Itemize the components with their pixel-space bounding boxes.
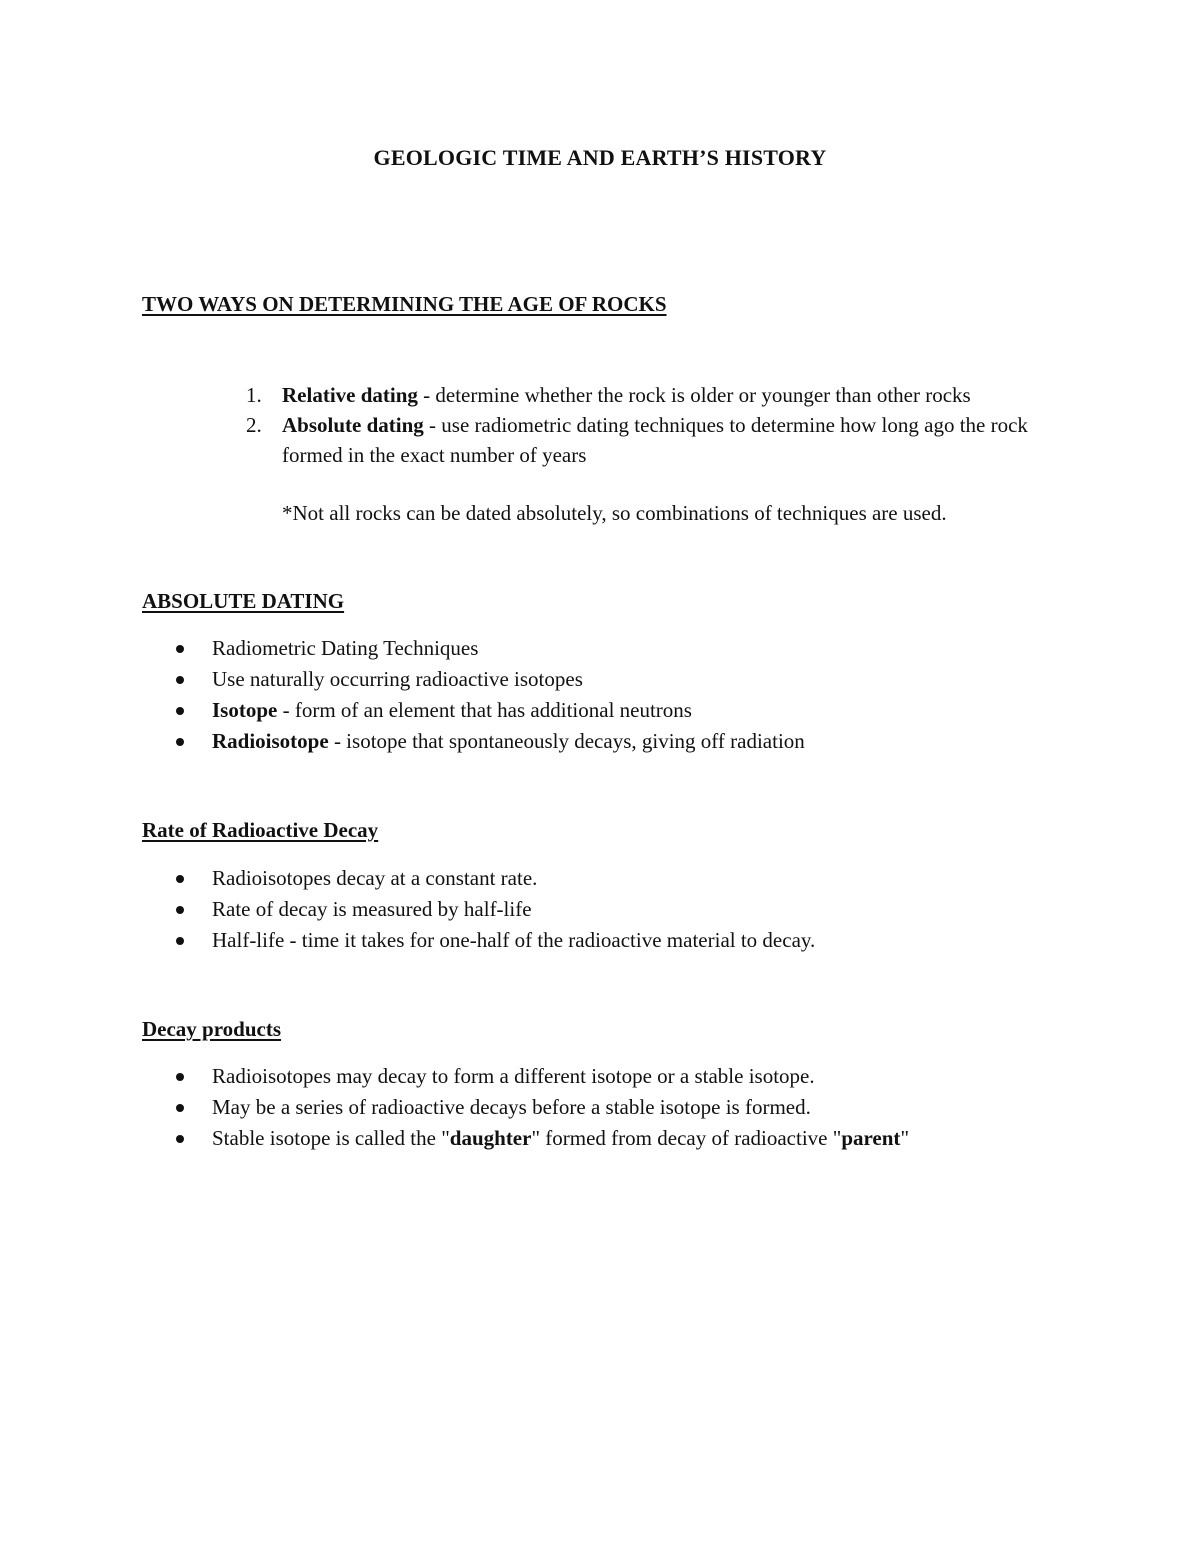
section-heading-age-of-rocks: TWO WAYS ON DETERMINING THE AGE OF ROCKS — [142, 292, 667, 316]
list-item — [0, 925, 1200, 956]
document-title: GEOLOGIC TIME AND EARTH’S HISTORY — [373, 145, 827, 170]
bullet-icon — [176, 645, 184, 653]
dating-methods-list — [0, 380, 1200, 470]
term-absolute-dating: Absolute dating — [282, 413, 424, 437]
list-item — [0, 410, 1072, 470]
list-item — [0, 1061, 1200, 1092]
footnote-text: *Not all rocks can be dated absolutely, so combinations of techniques are used. — [282, 501, 947, 525]
definition-text: - isotope that spontaneously decays, giving off radiation — [328, 729, 805, 753]
term-parent: parent — [841, 1126, 901, 1150]
bullet-icon — [176, 707, 184, 715]
list-item — [0, 863, 1200, 894]
term-radioisotope: Radioisotope — [212, 729, 329, 753]
term-relative-dating: Relative dating — [282, 383, 418, 407]
list-item — [0, 633, 1200, 664]
term-daughter: daughter — [449, 1126, 532, 1150]
list-item — [0, 726, 1200, 757]
list-item — [0, 695, 1200, 726]
definition-text: - form of an element that has additional neutrons — [277, 698, 692, 722]
list-item — [0, 894, 1200, 925]
bullet-text: " formed from decay of radioactive " — [531, 1126, 842, 1150]
bullet-icon — [176, 937, 184, 945]
list-number: 1. — [246, 383, 262, 407]
definition-text: - determine whether the rock is older or younger than other rocks — [417, 383, 971, 407]
decay-products-list — [0, 1061, 1200, 1154]
section-heading-decay-products: Decay products — [142, 1017, 282, 1041]
bullet-text: Rate of decay is measured by half-life — [212, 897, 532, 921]
list-item — [0, 380, 1072, 410]
bullet-text: May be a series of radioactive decays before a stable isotope is formed. — [212, 1095, 811, 1119]
bullet-text: Use naturally occurring radioactive isotopes — [212, 667, 583, 691]
bullet-text: " — [900, 1126, 910, 1150]
section-heading-rate-of-decay: Rate of Radioactive Decay — [142, 818, 379, 842]
decay-rate-list — [0, 863, 1200, 956]
bullet-icon — [176, 1104, 184, 1112]
bullet-icon — [176, 676, 184, 684]
bullet-text: Half-life - time it takes for one-half of the radioactive material to decay. — [212, 928, 816, 952]
absolute-dating-list — [0, 633, 1200, 757]
bullet-icon — [176, 1073, 184, 1081]
list-item — [0, 1092, 1200, 1123]
term-isotope: Isotope — [212, 698, 278, 722]
bullet-text: Stable isotope is called the " — [212, 1126, 450, 1150]
list-number: 2. — [246, 413, 262, 437]
bullet-text: Radioisotopes may decay to form a different isotope or a stable isotope. — [212, 1064, 815, 1088]
list-item — [0, 664, 1200, 695]
bullet-text: Radiometric Dating Techniques — [212, 636, 479, 660]
bullet-icon — [176, 1135, 184, 1143]
bullet-icon — [176, 875, 184, 883]
section-heading-absolute-dating: ABSOLUTE DATING — [142, 589, 345, 613]
bullet-icon — [176, 906, 184, 914]
bullet-icon — [176, 738, 184, 746]
list-item — [0, 1123, 1200, 1154]
bullet-text: Radioisotopes decay at a constant rate. — [212, 866, 538, 890]
definition-text: - use radiometric dating techniques to determine how long ago the rock formed in the exact number of years — [282, 413, 1028, 467]
